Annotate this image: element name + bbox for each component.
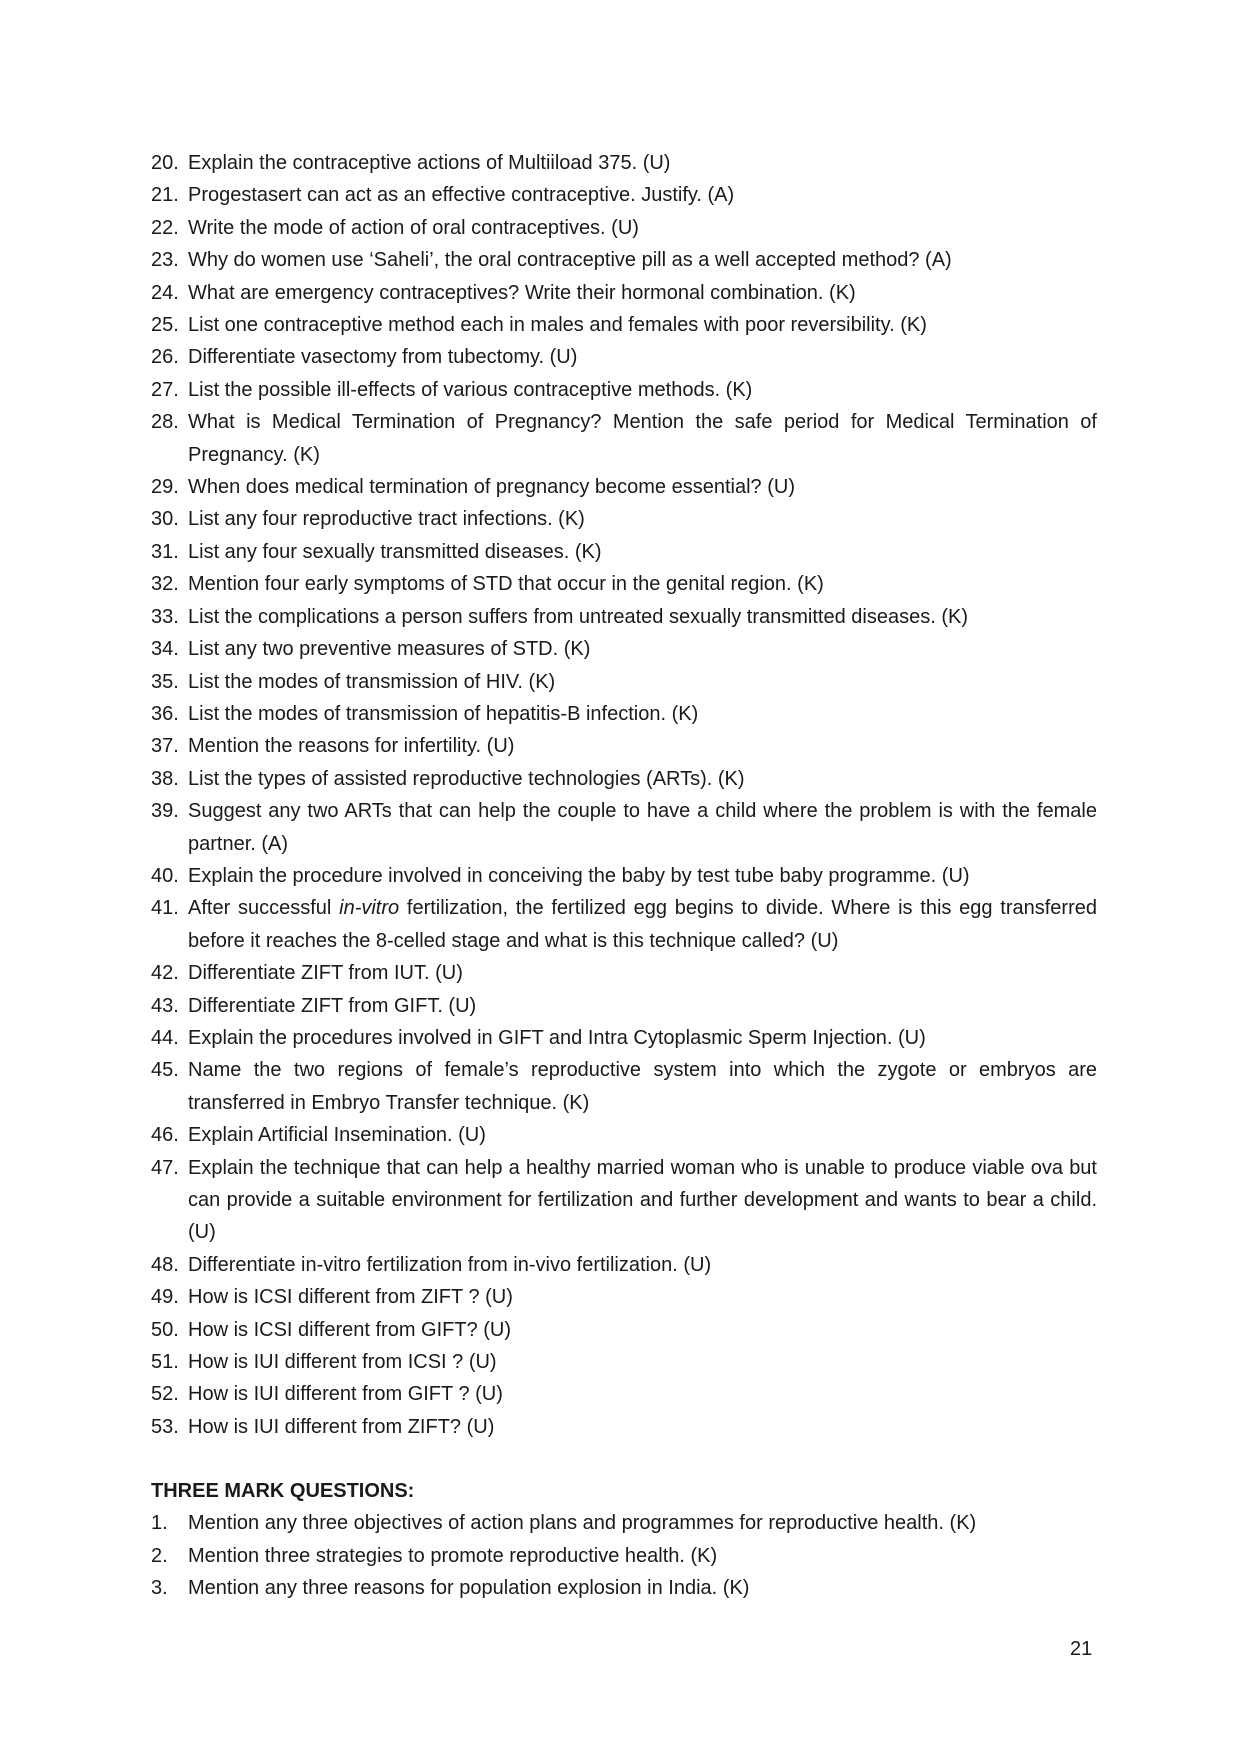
question-number: 31.	[151, 540, 179, 563]
question-text: Differentiate vasectomy from tubectomy. (U)	[188, 346, 578, 369]
question-number: 21.	[151, 184, 179, 207]
question-number: 20.	[151, 152, 179, 174]
question-item	[151, 471, 1097, 503]
question-number: 37.	[151, 735, 179, 758]
question-number: 2.	[151, 1544, 168, 1567]
question-text: Mention the reasons for infertility. (U)	[188, 735, 515, 758]
question-item	[151, 698, 1097, 730]
question-text: When does medical termination of pregnancy become essential? (U)	[188, 476, 795, 499]
question-number: 34.	[151, 638, 179, 661]
question-item	[151, 1314, 1097, 1346]
question-number: 23.	[151, 249, 179, 272]
question-item	[151, 860, 1097, 892]
question-item	[151, 374, 1097, 406]
question-number: 42.	[151, 962, 179, 985]
question-number: 46.	[151, 1124, 179, 1147]
question-text: Mention any three objectives of action plans and programmes for reproductive health. (K)	[188, 1512, 977, 1535]
question-item	[151, 503, 1097, 535]
question-text: Differentiate ZIFT from IUT. (U)	[188, 962, 463, 985]
question-number: 43.	[151, 994, 179, 1017]
question-item	[151, 1281, 1097, 1313]
question-number: 51.	[151, 1351, 179, 1374]
question-number: 35.	[151, 670, 179, 693]
question-number: 36.	[151, 702, 179, 725]
question-text: Explain the contraceptive actions of Multiiload 375. (U)	[188, 152, 671, 174]
question-text: List the modes of transmission of hepatitis-B infection. (K)	[188, 702, 699, 725]
question-text: Write the mode of action of oral contraceptives. (U)	[188, 216, 639, 239]
question-text: What is Medical Termination of Pregnancy? Mention the safe period for Medical Termination of Pregnancy. (K)	[188, 411, 1097, 466]
question-item	[151, 957, 1097, 989]
question-text: What are emergency contraceptives? Write their hormonal combination. (K)	[188, 281, 856, 304]
question-item	[151, 1572, 1097, 1604]
question-text: Explain the procedure involved in conceiving the baby by test tube baby programme. (U)	[188, 864, 970, 887]
question-number: 24.	[151, 281, 179, 304]
question-text: List the possible ill-effects of various contraceptive methods. (K)	[188, 378, 753, 401]
question-item	[151, 1378, 1097, 1410]
question-text: How is ICSI different from ZIFT ? (U)	[188, 1286, 513, 1309]
question-item	[151, 892, 1097, 957]
question-item	[151, 179, 1097, 211]
question-item	[151, 212, 1097, 244]
question-text: Differentiate in-vitro fertilization from in-vivo fertilization. (U)	[188, 1253, 712, 1276]
question-item	[151, 536, 1097, 568]
question-number: 22.	[151, 216, 179, 239]
question-number: 44.	[151, 1026, 179, 1049]
question-text	[188, 897, 1097, 951]
two-mark-question-list	[151, 147, 1097, 1443]
question-text: Name the two regions of female’s reproductive system into which the zygote or embryos are transferred in Embryo Transfer technique. (K)	[188, 1059, 1097, 1114]
question-text-end: fertilization, the fertilized egg begins to divide. Where is this egg transferred before it reaches the 8-celled stage and what is this technique called? (U)	[188, 897, 1097, 952]
italic-term: in-vitro	[339, 897, 400, 920]
three-mark-question-list	[151, 1507, 1097, 1604]
question-item	[151, 1249, 1097, 1281]
page-content	[151, 147, 1097, 1604]
question-text: List any four sexually transmitted diseases. (K)	[188, 540, 602, 563]
question-text: Explain Artificial Insemination. (U)	[188, 1124, 486, 1147]
question-number: 48.	[151, 1253, 179, 1276]
three-mark-heading: THREE MARK QUESTIONS:	[151, 1480, 415, 1503]
question-text: Suggest any two ARTs that can help the couple to have a child where the problem is with the female partner. (A)	[188, 800, 1097, 855]
question-item	[151, 601, 1097, 633]
question-number: 3.	[151, 1577, 168, 1600]
question-text: Mention any three reasons for population explosion in India. (K)	[188, 1577, 750, 1600]
question-item	[151, 1507, 1097, 1539]
question-item	[151, 666, 1097, 698]
question-text: List the complications a person suffers from untreated sexually transmitted diseases. (K)	[188, 605, 968, 628]
question-text: Mention four early symptoms of STD that occur in the genital region. (K)	[188, 573, 824, 596]
question-item	[151, 244, 1097, 276]
question-number: 1.	[151, 1512, 168, 1535]
question-number: 38.	[151, 767, 179, 790]
question-number: 32.	[151, 573, 179, 596]
question-number: 53.	[151, 1415, 179, 1438]
question-text: How is IUI different from ICSI ? (U)	[188, 1351, 497, 1374]
question-text-start: After successful	[188, 897, 340, 920]
question-text: Mention three strategies to promote reproductive health. (K)	[188, 1544, 718, 1567]
question-number: 50.	[151, 1318, 179, 1341]
question-number: 41.	[151, 897, 179, 920]
question-item	[151, 1022, 1097, 1054]
question-number: 25.	[151, 314, 179, 337]
question-item	[151, 633, 1097, 665]
question-item	[151, 1152, 1097, 1249]
question-item	[151, 568, 1097, 600]
question-text: List any two preventive measures of STD. (K)	[188, 638, 591, 661]
question-number: 28.	[151, 411, 179, 434]
question-text: List one contraceptive method each in males and females with poor reversibility. (K)	[188, 314, 927, 337]
question-item	[151, 1119, 1097, 1151]
question-text: How is ICSI different from GIFT? (U)	[188, 1318, 512, 1341]
question-item	[151, 1411, 1097, 1443]
question-number: 45.	[151, 1059, 179, 1082]
question-text: List any four reproductive tract infections. (K)	[188, 508, 585, 531]
question-item	[151, 1540, 1097, 1572]
question-number: 47.	[151, 1156, 179, 1179]
question-text: List the types of assisted reproductive technologies (ARTs). (K)	[188, 767, 745, 790]
question-item	[151, 309, 1097, 341]
question-text: Progestasert can act as an effective contraceptive. Justify. (A)	[188, 184, 735, 207]
question-number: 49.	[151, 1286, 179, 1309]
question-text: Explain the procedures involved in GIFT and Intra Cytoplasmic Sperm Injection. (U)	[188, 1026, 926, 1049]
page-number: 21	[1070, 1638, 1093, 1660]
question-text: List the modes of transmission of HIV. (K)	[188, 670, 556, 693]
question-number: 39.	[151, 800, 179, 823]
question-text: Why do women use ‘Saheli’, the oral contraceptive pill as a well accepted method? (A)	[188, 249, 952, 272]
question-item	[151, 341, 1097, 373]
question-number: 27.	[151, 378, 179, 401]
question-number: 26.	[151, 346, 179, 369]
question-number: 29.	[151, 476, 179, 499]
question-item	[151, 1346, 1097, 1378]
question-text: How is IUI different from GIFT ? (U)	[188, 1383, 503, 1406]
question-text: Explain the technique that can help a healthy married woman who is unable to produce viable ova but can provide a suitable environment for fertilization and further development and wants to bear a child. (U)	[188, 1156, 1097, 1244]
question-item	[151, 730, 1097, 762]
question-item	[151, 147, 1097, 179]
question-text: Differentiate ZIFT from GIFT. (U)	[188, 994, 477, 1017]
question-number: 40.	[151, 864, 179, 887]
question-number: 33.	[151, 605, 179, 628]
question-item	[151, 763, 1097, 795]
question-item	[151, 990, 1097, 1022]
question-number: 30.	[151, 508, 179, 531]
question-item	[151, 277, 1097, 309]
question-item	[151, 406, 1097, 471]
question-item	[151, 795, 1097, 860]
question-item	[151, 1054, 1097, 1119]
question-number: 52.	[151, 1383, 179, 1406]
question-text: How is IUI different from ZIFT? (U)	[188, 1415, 495, 1438]
